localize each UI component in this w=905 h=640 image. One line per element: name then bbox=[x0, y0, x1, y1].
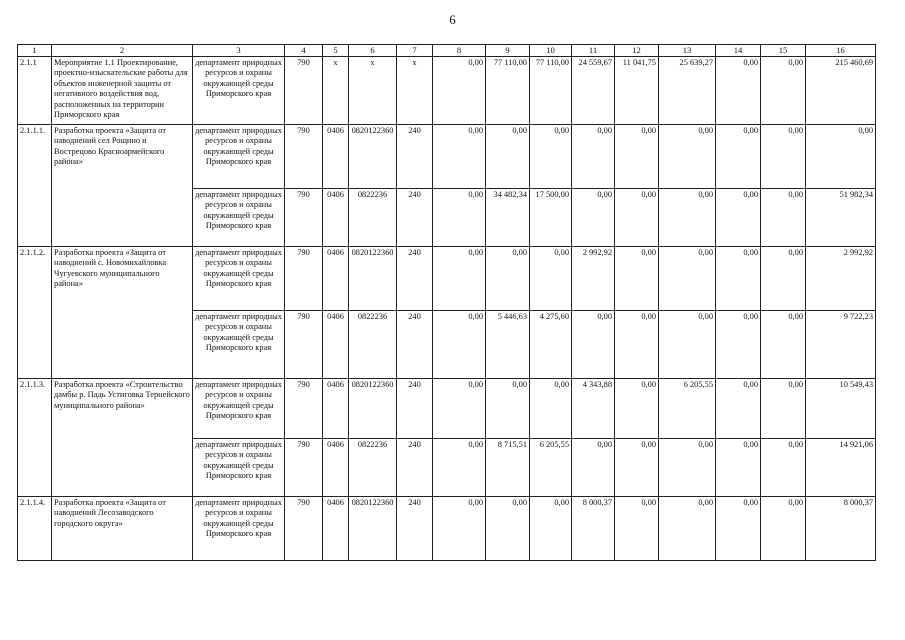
value-cell: 0,00 bbox=[433, 438, 486, 496]
value-cell: 2 992,92 bbox=[572, 246, 615, 310]
value-cell: 0,00 bbox=[615, 496, 659, 560]
rzpr-code: 0406 bbox=[323, 310, 349, 378]
budget-table bbox=[17, 44, 876, 561]
value-cell: 0,00 bbox=[433, 496, 486, 560]
grbs-code: 790 bbox=[285, 310, 323, 378]
col-header: 6 bbox=[349, 45, 397, 57]
col-header: 15 bbox=[761, 45, 806, 57]
csr-code: 0820122360 bbox=[349, 246, 397, 310]
value-cell: 0,00 bbox=[716, 246, 761, 310]
vr-code: 240 bbox=[397, 496, 433, 560]
value-cell: 77 110,00 bbox=[530, 56, 572, 124]
executor: департамент природных ресурсов и охраны окружающей среды Приморского края bbox=[193, 56, 285, 124]
value-cell: 2 992,92 bbox=[806, 246, 876, 310]
grbs-code: 790 bbox=[285, 378, 323, 438]
value-cell: 14 921,06 bbox=[806, 438, 876, 496]
value-cell: 0,00 bbox=[615, 124, 659, 188]
value-cell: 17 500,00 bbox=[530, 188, 572, 246]
rzpr-code: 0406 bbox=[323, 496, 349, 560]
value-cell: 0,00 bbox=[659, 188, 716, 246]
col-header: 16 bbox=[806, 45, 876, 57]
vr-code: 240 bbox=[397, 378, 433, 438]
vr-code: 240 bbox=[397, 246, 433, 310]
value-cell: 0,00 bbox=[615, 310, 659, 378]
grbs-code: 790 bbox=[285, 246, 323, 310]
value-cell: 215 460,69 bbox=[806, 56, 876, 124]
table-row bbox=[18, 124, 876, 188]
value-cell: 34 482,34 bbox=[486, 188, 530, 246]
value-cell: 8 000,37 bbox=[806, 496, 876, 560]
value-cell: 0,00 bbox=[716, 496, 761, 560]
vr-code: 240 bbox=[397, 188, 433, 246]
value-cell: 24 559,67 bbox=[572, 56, 615, 124]
item-name: Разработка проекта «Защита от наводнений с. Новомихайловка Чугуевского муниципального района» bbox=[52, 246, 193, 378]
value-cell: 0,00 bbox=[615, 438, 659, 496]
value-cell: 0,00 bbox=[615, 378, 659, 438]
value-cell: 51 982,34 bbox=[806, 188, 876, 246]
csr-code: x bbox=[349, 56, 397, 124]
vr-code: 240 bbox=[397, 438, 433, 496]
executor: департамент природных ресурсов и охраны окружающей среды Приморского края bbox=[193, 246, 285, 310]
executor: департамент природных ресурсов и охраны окружающей среды Приморского края bbox=[193, 124, 285, 188]
value-cell: 0,00 bbox=[433, 310, 486, 378]
value-cell: 0,00 bbox=[659, 438, 716, 496]
grbs-code: 790 bbox=[285, 188, 323, 246]
rzpr-code: 0406 bbox=[323, 378, 349, 438]
value-cell: 0,00 bbox=[572, 188, 615, 246]
value-cell: 0,00 bbox=[530, 496, 572, 560]
csr-code: 0822236 bbox=[349, 188, 397, 246]
value-cell: 0,00 bbox=[761, 496, 806, 560]
value-cell: 0,00 bbox=[433, 124, 486, 188]
value-cell: 0,00 bbox=[761, 310, 806, 378]
table-row bbox=[18, 56, 876, 124]
value-cell: 0,00 bbox=[659, 246, 716, 310]
item-name: Мероприятие 1.1 Проектирование, проектно-изыскательские работы для объектов инженерной защиты от негативного воздействия вод, расположенных на территории Приморского края bbox=[52, 56, 193, 124]
item-code: 2.1.1.4. bbox=[18, 496, 52, 560]
value-cell: 9 722,23 bbox=[806, 310, 876, 378]
value-cell: 0,00 bbox=[572, 310, 615, 378]
value-cell: 0,00 bbox=[572, 124, 615, 188]
item-name: Разработка проекта «Защита от наводнений сел Рощино и Вострецово Красноармейского района» bbox=[52, 124, 193, 246]
value-cell: 0,00 bbox=[615, 246, 659, 310]
rzpr-code: 0406 bbox=[323, 188, 349, 246]
col-header: 9 bbox=[486, 45, 530, 57]
vr-code: 240 bbox=[397, 124, 433, 188]
value-cell: 5 446,63 bbox=[486, 310, 530, 378]
value-cell: 0,00 bbox=[806, 124, 876, 188]
vr-code: x bbox=[397, 56, 433, 124]
executor: департамент природных ресурсов и охраны окружающей среды Приморского края bbox=[193, 438, 285, 496]
executor: департамент природных ресурсов и охраны окружающей среды Приморского края bbox=[193, 378, 285, 438]
value-cell: 0,00 bbox=[572, 438, 615, 496]
rzpr-code: 0406 bbox=[323, 124, 349, 188]
value-cell: 8 715,51 bbox=[486, 438, 530, 496]
item-code: 2.1.1.3. bbox=[18, 378, 52, 496]
executor: департамент природных ресурсов и охраны окружающей среды Приморского края bbox=[193, 310, 285, 378]
value-cell: 0,00 bbox=[530, 246, 572, 310]
value-cell: 0,00 bbox=[716, 124, 761, 188]
table-row bbox=[18, 378, 876, 438]
csr-code: 0820122360 bbox=[349, 496, 397, 560]
value-cell: 0,00 bbox=[659, 496, 716, 560]
executor: департамент природных ресурсов и охраны окружающей среды Приморского края bbox=[193, 188, 285, 246]
value-cell: 25 639,27 bbox=[659, 56, 716, 124]
value-cell: 0,00 bbox=[433, 56, 486, 124]
grbs-code: 790 bbox=[285, 56, 323, 124]
value-cell: 0,00 bbox=[761, 246, 806, 310]
csr-code: 0820122360 bbox=[349, 378, 397, 438]
col-header: 3 bbox=[193, 45, 285, 57]
value-cell: 0,00 bbox=[486, 496, 530, 560]
col-header: 11 bbox=[572, 45, 615, 57]
value-cell: 0,00 bbox=[433, 188, 486, 246]
table-row bbox=[18, 496, 876, 560]
col-header: 13 bbox=[659, 45, 716, 57]
rzpr-code: 0406 bbox=[323, 438, 349, 496]
csr-code: 0822236 bbox=[349, 438, 397, 496]
value-cell: 0,00 bbox=[716, 310, 761, 378]
value-cell: 77 110,00 bbox=[486, 56, 530, 124]
value-cell: 11 041,75 bbox=[615, 56, 659, 124]
col-header: 1 bbox=[18, 45, 52, 57]
col-header: 12 bbox=[615, 45, 659, 57]
value-cell: 0,00 bbox=[486, 124, 530, 188]
value-cell: 4 343,88 bbox=[572, 378, 615, 438]
value-cell: 8 000,37 bbox=[572, 496, 615, 560]
item-code: 2.1.1 bbox=[18, 56, 52, 124]
item-code: 2.1.1.1. bbox=[18, 124, 52, 246]
col-header: 2 bbox=[52, 45, 193, 57]
col-header: 14 bbox=[716, 45, 761, 57]
item-name: Разработка проекта «Защита от наводнений Лесозаводского городского округа» bbox=[52, 496, 193, 560]
value-cell: 0,00 bbox=[761, 124, 806, 188]
value-cell: 0,00 bbox=[761, 56, 806, 124]
col-header: 4 bbox=[285, 45, 323, 57]
grbs-code: 790 bbox=[285, 496, 323, 560]
col-header: 10 bbox=[530, 45, 572, 57]
grbs-code: 790 bbox=[285, 438, 323, 496]
value-cell: 4 275,60 bbox=[530, 310, 572, 378]
table-row bbox=[18, 246, 876, 310]
value-cell: 0,00 bbox=[433, 378, 486, 438]
col-header: 7 bbox=[397, 45, 433, 57]
value-cell: 0,00 bbox=[486, 246, 530, 310]
value-cell: 0,00 bbox=[615, 188, 659, 246]
value-cell: 0,00 bbox=[530, 378, 572, 438]
value-cell: 6 205,55 bbox=[659, 378, 716, 438]
value-cell: 0,00 bbox=[761, 438, 806, 496]
value-cell: 0,00 bbox=[761, 378, 806, 438]
value-cell: 0,00 bbox=[659, 124, 716, 188]
csr-code: 0822236 bbox=[349, 310, 397, 378]
value-cell: 10 549,43 bbox=[806, 378, 876, 438]
value-cell: 0,00 bbox=[530, 124, 572, 188]
value-cell: 0,00 bbox=[716, 438, 761, 496]
value-cell: 0,00 bbox=[761, 188, 806, 246]
value-cell: 0,00 bbox=[659, 310, 716, 378]
col-header: 8 bbox=[433, 45, 486, 57]
item-code: 2.1.1.2. bbox=[18, 246, 52, 378]
page-number: 6 bbox=[449, 12, 456, 27]
rzpr-code: x bbox=[323, 56, 349, 124]
vr-code: 240 bbox=[397, 310, 433, 378]
grbs-code: 790 bbox=[285, 124, 323, 188]
value-cell: 6 205,55 bbox=[530, 438, 572, 496]
value-cell: 0,00 bbox=[486, 378, 530, 438]
executor: департамент природных ресурсов и охраны окружающей среды Приморского края bbox=[193, 496, 285, 560]
item-name: Разработка проекта «Строительство дамбы р. Падь Устиговка Тернейского муниципального района» bbox=[52, 378, 193, 496]
value-cell: 0,00 bbox=[716, 378, 761, 438]
value-cell: 0,00 bbox=[716, 188, 761, 246]
value-cell: 0,00 bbox=[716, 56, 761, 124]
csr-code: 0820122360 bbox=[349, 124, 397, 188]
value-cell: 0,00 bbox=[433, 246, 486, 310]
col-header: 5 bbox=[323, 45, 349, 57]
rzpr-code: 0406 bbox=[323, 246, 349, 310]
header-row bbox=[18, 45, 876, 57]
